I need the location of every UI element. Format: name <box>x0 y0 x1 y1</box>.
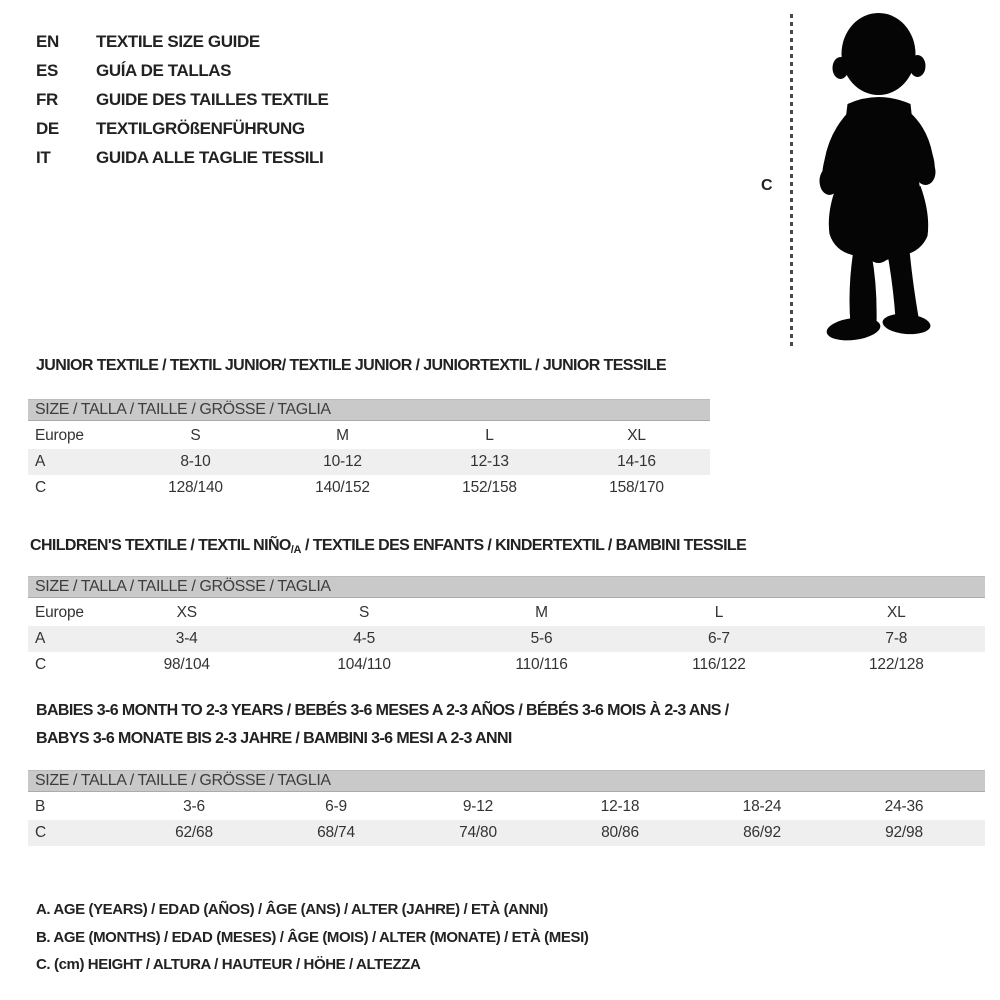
language-row-it <box>36 143 328 172</box>
table-cell: 110/116 <box>515 656 568 673</box>
legend-line-b: B. AGE (MONTHS) / EDAD (MESES) / ÂGE (MOIS) / ALTER (MONATE) / ETÀ (MESI) <box>36 928 589 946</box>
table-cell: 18-24 <box>742 798 782 815</box>
table-row <box>28 820 985 846</box>
language-row-es <box>36 56 328 85</box>
row-label: C <box>35 479 46 496</box>
children-size-table <box>28 576 985 678</box>
table-cell: 3-4 <box>175 630 198 647</box>
table-cell: 128/140 <box>168 479 223 496</box>
table-cell: 8-10 <box>180 453 211 470</box>
table-row <box>28 475 710 501</box>
language-code: DE <box>36 118 59 138</box>
table-cell: 62/68 <box>175 824 213 841</box>
table-cell: 10-12 <box>323 453 362 470</box>
language-row-fr <box>36 85 328 114</box>
language-code: FR <box>36 89 58 109</box>
children-title-rest: / TEXTILE DES ENFANTS / KINDERTEXTIL / BAMBINI TESSILE <box>301 537 747 554</box>
table-cell: S <box>190 427 201 444</box>
language-list <box>36 27 328 172</box>
language-label: GUÍA DE TALLAS <box>96 60 232 80</box>
row-label: A <box>35 630 46 647</box>
table-cell: 5-6 <box>530 630 553 647</box>
language-row-de <box>36 114 328 143</box>
table-cell: 12-18 <box>600 798 640 815</box>
table-cell: XS <box>176 604 197 621</box>
table-cell: 104/110 <box>337 656 391 673</box>
table-cell: 6-9 <box>325 798 347 815</box>
junior-table-rows <box>28 423 710 501</box>
row-label: C <box>35 824 46 841</box>
babies-section-title-line2: BABYS 3-6 MONATE BIS 2-3 JAHRE / BAMBINI 3-6 MESI A 2-3 ANNI <box>36 730 512 747</box>
row-label: Europe <box>35 427 84 444</box>
row-label: B <box>35 798 46 815</box>
table-cell: 14-16 <box>617 453 656 470</box>
table-cell: 6-7 <box>708 630 730 647</box>
babies-size-table <box>28 770 985 846</box>
table-row <box>28 449 710 475</box>
junior-size-table <box>28 399 710 501</box>
table-cell: 86/92 <box>743 824 781 841</box>
language-label: TEXTILGRÖßENFÜHRUNG <box>96 118 305 138</box>
language-code: ES <box>36 60 58 80</box>
table-cell: 92/98 <box>885 824 923 841</box>
table-cell: M <box>535 604 548 621</box>
table-cell: S <box>359 604 370 621</box>
language-label: GUIDA ALLE TAGLIE TESSILI <box>96 147 324 167</box>
language-code: EN <box>36 31 59 51</box>
row-label: A <box>35 453 46 470</box>
table-cell: 122/128 <box>869 656 924 673</box>
table-cell: 158/170 <box>609 479 664 496</box>
table-row <box>28 600 985 626</box>
toddler-silhouette-icon <box>806 8 954 346</box>
table-cell: 140/152 <box>315 479 370 496</box>
height-measure-label: C <box>761 177 773 194</box>
language-label: GUIDE DES TAILLES TEXTILE <box>96 89 329 109</box>
table-cell: XL <box>627 427 646 444</box>
table-cell: L <box>714 604 724 621</box>
size-header-band: SIZE / TALLA / TAILLE / GRÖSSE / TAGLIA <box>28 576 985 598</box>
legend-line-a: A. AGE (YEARS) / EDAD (AÑOS) / ÂGE (ANS) / ALTER (JAHRE) / ETÀ (ANNI) <box>36 901 548 919</box>
row-label: Europe <box>35 604 84 621</box>
size-header-band: SIZE / TALLA / TAILLE / GRÖSSE / TAGLIA <box>28 399 710 421</box>
babies-table-rows <box>28 794 985 846</box>
table-cell: 12-13 <box>470 453 509 470</box>
table-cell: 7-8 <box>885 630 908 647</box>
table-row <box>28 652 985 678</box>
row-label: C <box>35 656 46 673</box>
table-cell: 24-36 <box>884 798 924 815</box>
language-label: TEXTILE SIZE GUIDE <box>96 31 260 51</box>
legend <box>36 896 588 979</box>
table-cell: 9-12 <box>462 798 494 815</box>
table-cell: 152/158 <box>462 479 517 496</box>
table-row <box>28 794 985 820</box>
table-cell: L <box>485 427 494 444</box>
table-cell: 3-6 <box>183 798 205 815</box>
babies-section-title-line1: BABIES 3-6 MONTH TO 2-3 YEARS / BEBÉS 3-6 MESES A 2-3 AÑOS / BÉBÉS 3-6 MOIS À 2-3 ANS / <box>36 702 729 719</box>
children-table-rows <box>28 600 985 678</box>
table-cell: XL <box>887 604 906 621</box>
junior-section-title: JUNIOR TEXTILE / TEXTIL JUNIOR/ TEXTILE JUNIOR / JUNIORTEXTIL / JUNIOR TESSILE <box>36 357 667 374</box>
size-header-band: SIZE / TALLA / TAILLE / GRÖSSE / TAGLIA <box>28 770 985 792</box>
table-cell: 68/74 <box>317 824 355 841</box>
children-title-main: CHILDREN'S TEXTILE / TEXTIL NIÑO <box>30 537 291 554</box>
table-cell: 116/122 <box>692 656 746 673</box>
legend-line-c: C. (cm) HEIGHT / ALTURA / HAUTEUR / HÖHE / ALTEZZA <box>36 956 421 974</box>
language-row-en <box>36 27 328 56</box>
table-cell: 4-5 <box>353 630 376 647</box>
table-cell: 98/104 <box>163 656 210 673</box>
table-row <box>28 626 985 652</box>
table-cell: 74/80 <box>459 824 497 841</box>
language-code: IT <box>36 147 51 167</box>
table-row <box>28 423 710 449</box>
height-measure-dotted-line <box>790 14 793 346</box>
children-section-title <box>30 537 746 556</box>
table-cell: 80/86 <box>601 824 639 841</box>
table-cell: M <box>336 427 349 444</box>
children-title-subscript: /A <box>290 544 302 556</box>
